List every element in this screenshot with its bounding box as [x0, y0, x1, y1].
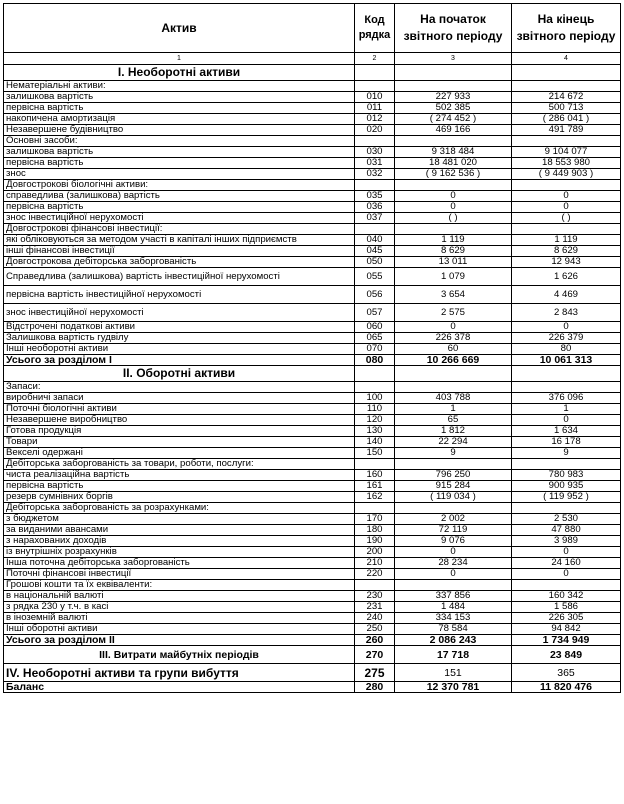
value-end: 0: [512, 191, 621, 202]
value-start: 78 584: [395, 624, 512, 635]
value-start: 8 629: [395, 246, 512, 257]
row-code: 200: [355, 547, 395, 558]
row-label: Поточні фінансові інвестиції: [4, 569, 355, 580]
value-end: 1: [512, 404, 621, 415]
value-start: 12 370 781: [395, 682, 512, 693]
value-end: [512, 503, 621, 514]
row-code: 032: [355, 169, 395, 180]
value-start: ( 119 034 ): [395, 492, 512, 503]
row-label: знос інвестиційної нерухомості: [4, 213, 355, 224]
table-row: [4, 591, 621, 602]
row-label: Інша поточна дебіторська заборгованість: [4, 558, 355, 569]
value-start: 0: [395, 547, 512, 558]
row-code: 050: [355, 257, 395, 268]
row-label: Довгострокова дебіторська заборгованість: [4, 257, 355, 268]
value-end: 500 713: [512, 103, 621, 114]
table-row: [4, 481, 621, 492]
row-code: 250: [355, 624, 395, 635]
value-start: [395, 81, 512, 92]
table-row: [4, 624, 621, 635]
row-code: [355, 459, 395, 470]
value-end: 1 119: [512, 235, 621, 246]
row-label: Грошові кошти та їх еквіваленти:: [4, 580, 355, 591]
row-label: Запаси:: [4, 382, 355, 393]
table-row: [4, 304, 621, 322]
row-code: [355, 580, 395, 591]
row-label: Баланс: [4, 682, 355, 693]
value-start: 65: [395, 415, 512, 426]
value-end: [512, 180, 621, 191]
value-start: 151: [395, 664, 512, 682]
table-row: [4, 158, 621, 169]
table-row: [4, 404, 621, 415]
table-row: [4, 344, 621, 355]
row-code: 070: [355, 344, 395, 355]
row-code: [355, 180, 395, 191]
value-start: 469 166: [395, 125, 512, 136]
value-end: 12 943: [512, 257, 621, 268]
table-row: [4, 333, 621, 344]
value-end: [512, 224, 621, 235]
row-label: з рядка 230 у т.ч. в касі: [4, 602, 355, 613]
row-code: [355, 382, 395, 393]
row-label: Усього за розділом І: [4, 355, 355, 366]
value-end: 2 843: [512, 304, 621, 322]
row-code: 011: [355, 103, 395, 114]
header-end: На кінець звітного періоду: [512, 4, 621, 53]
value-start: [395, 136, 512, 147]
value-end: [512, 81, 621, 92]
header-row: [4, 4, 621, 53]
row-code: 020: [355, 125, 395, 136]
row-label: за виданими авансами: [4, 525, 355, 536]
value-start: 9: [395, 448, 512, 459]
value-start: ( 9 162 536 ): [395, 169, 512, 180]
value-end: [512, 459, 621, 470]
value-end: 376 096: [512, 393, 621, 404]
empty-cell: [512, 366, 621, 382]
header-asset: Актив: [4, 4, 355, 53]
row-label: Векселі одержані: [4, 448, 355, 459]
empty-cell: [355, 366, 395, 382]
row-code: 130: [355, 426, 395, 437]
row-code: 150: [355, 448, 395, 459]
value-end: 0: [512, 569, 621, 580]
value-end: 491 789: [512, 125, 621, 136]
value-start: 0: [395, 322, 512, 333]
table-row: [4, 355, 621, 366]
row-label: III. Витрати майбутніх періодів: [4, 646, 355, 664]
value-end: 4 469: [512, 286, 621, 304]
row-code: 161: [355, 481, 395, 492]
value-end: ( 119 952 ): [512, 492, 621, 503]
table-row: [4, 569, 621, 580]
row-label: з бюджетом: [4, 514, 355, 525]
row-label: первісна вартість інвестиційної нерухомості: [4, 286, 355, 304]
value-end: 94 842: [512, 624, 621, 635]
row-label: знос: [4, 169, 355, 180]
table-row: [4, 382, 621, 393]
table-row: [4, 470, 621, 481]
row-code: 065: [355, 333, 395, 344]
empty-cell: [395, 65, 512, 81]
row-label: Незавершене виробництво: [4, 415, 355, 426]
table-row: [4, 235, 621, 246]
empty-cell: [355, 65, 395, 81]
value-start: 1 812: [395, 426, 512, 437]
section-title: І. Необоротні активи: [4, 65, 355, 81]
empty-cell: [395, 366, 512, 382]
row-label: Інші оборотні активи: [4, 624, 355, 635]
row-code: 270: [355, 646, 395, 664]
value-end: [512, 382, 621, 393]
table-row: [4, 646, 621, 664]
table-row: [4, 213, 621, 224]
row-label: виробничі запаси: [4, 393, 355, 404]
value-start: 0: [395, 191, 512, 202]
value-start: 403 788: [395, 393, 512, 404]
row-label: чиста реалізаційна вартість: [4, 470, 355, 481]
value-end: 11 820 476: [512, 682, 621, 693]
value-start: 9 318 484: [395, 147, 512, 158]
row-label: Справедлива (залишкова) вартість інвестиційної нерухомості: [4, 268, 355, 286]
row-code: 060: [355, 322, 395, 333]
row-label: інші фінансові інвестиції: [4, 246, 355, 257]
row-code: 100: [355, 393, 395, 404]
value-end: 9: [512, 448, 621, 459]
value-start: 337 856: [395, 591, 512, 602]
table-row: [4, 525, 621, 536]
row-label: із внутрішніх розрахунків: [4, 547, 355, 558]
section-title: II. Оборотні активи: [4, 366, 355, 382]
value-start: 22 294: [395, 437, 512, 448]
row-label: які обліковуються за методом участі в капіталі інших підприємств: [4, 235, 355, 246]
row-code: 055: [355, 268, 395, 286]
row-code: 110: [355, 404, 395, 415]
row-label: первісна вартість: [4, 158, 355, 169]
row-label: Нематеріальні активи:: [4, 81, 355, 92]
row-code: 180: [355, 525, 395, 536]
value-start: 72 119: [395, 525, 512, 536]
section-header: [4, 366, 621, 382]
table-row: [4, 602, 621, 613]
value-start: [395, 180, 512, 191]
row-code: 036: [355, 202, 395, 213]
table-row: [4, 426, 621, 437]
value-start: 13 011: [395, 257, 512, 268]
value-start: 2 002: [395, 514, 512, 525]
table-row: [4, 664, 621, 682]
row-label: первісна вартість: [4, 202, 355, 213]
row-label: Незавершене будівництво: [4, 125, 355, 136]
row-label: Товари: [4, 437, 355, 448]
table-row: [4, 136, 621, 147]
row-label: Основні засоби:: [4, 136, 355, 147]
value-end: 18 553 980: [512, 158, 621, 169]
value-end: 900 935: [512, 481, 621, 492]
value-end: 80: [512, 344, 621, 355]
table-row: [4, 415, 621, 426]
value-end: [512, 580, 621, 591]
value-start: ( 274 452 ): [395, 114, 512, 125]
value-start: 0: [395, 202, 512, 213]
table-row: [4, 536, 621, 547]
value-start: 1 079: [395, 268, 512, 286]
table-row: [4, 125, 621, 136]
table-row: [4, 268, 621, 286]
value-end: 0: [512, 322, 621, 333]
value-start: [395, 382, 512, 393]
row-code: 240: [355, 613, 395, 624]
row-code: 010: [355, 92, 395, 103]
value-start: 2 575: [395, 304, 512, 322]
header-code: Код рядка: [355, 4, 395, 53]
balance-table: [3, 3, 621, 693]
row-label: Усього за розділом ІІ: [4, 635, 355, 646]
table-row: [4, 503, 621, 514]
row-label: справедлива (залишкова) вартість: [4, 191, 355, 202]
row-code: 260: [355, 635, 395, 646]
table-body: [4, 65, 621, 693]
row-code: 031: [355, 158, 395, 169]
row-label: в національній валюті: [4, 591, 355, 602]
value-end: [512, 136, 621, 147]
table-row: [4, 682, 621, 693]
value-end: ( ): [512, 213, 621, 224]
value-end: 780 983: [512, 470, 621, 481]
value-start: 1: [395, 404, 512, 415]
value-start: 0: [395, 569, 512, 580]
table-row: [4, 103, 621, 114]
value-start: 10 266 669: [395, 355, 512, 366]
value-start: 9 076: [395, 536, 512, 547]
row-label: залишкова вартість: [4, 92, 355, 103]
value-end: 1 734 949: [512, 635, 621, 646]
table-row: [4, 459, 621, 470]
column-number: 2: [355, 53, 395, 65]
table-row: [4, 547, 621, 558]
value-end: 0: [512, 202, 621, 213]
section-header: [4, 65, 621, 81]
table-row: [4, 202, 621, 213]
row-code: 056: [355, 286, 395, 304]
value-end: 1 586: [512, 602, 621, 613]
row-label: Дебіторська заборгованість за товари, роботи, послуги:: [4, 459, 355, 470]
value-start: [395, 503, 512, 514]
row-label: з нарахованих доходів: [4, 536, 355, 547]
table-row: [4, 580, 621, 591]
row-code: 275: [355, 664, 395, 682]
table-row: [4, 393, 621, 404]
value-start: 3 654: [395, 286, 512, 304]
row-code: 160: [355, 470, 395, 481]
row-label: Дебіторська заборгованість за розрахунками:: [4, 503, 355, 514]
value-end: 160 342: [512, 591, 621, 602]
column-numbers-row: [4, 53, 621, 65]
column-number: 3: [395, 53, 512, 65]
row-code: 012: [355, 114, 395, 125]
value-end: ( 286 041 ): [512, 114, 621, 125]
row-label: Інші необоротні активи: [4, 344, 355, 355]
value-end: 8 629: [512, 246, 621, 257]
value-end: 226 305: [512, 613, 621, 624]
table-row: [4, 322, 621, 333]
row-label: резерв сумнівних боргів: [4, 492, 355, 503]
table-row: [4, 180, 621, 191]
row-code: 120: [355, 415, 395, 426]
table-row: [4, 114, 621, 125]
value-start: 502 385: [395, 103, 512, 114]
table-row: [4, 169, 621, 180]
empty-cell: [512, 65, 621, 81]
table-row: [4, 92, 621, 103]
table-row: [4, 492, 621, 503]
value-end: 9 104 077: [512, 147, 621, 158]
row-code: 170: [355, 514, 395, 525]
row-code: 140: [355, 437, 395, 448]
table-row: [4, 448, 621, 459]
row-label: Залишкова вартість гудвілу: [4, 333, 355, 344]
value-start: 2 086 243: [395, 635, 512, 646]
value-end: 3 989: [512, 536, 621, 547]
value-end: 2 530: [512, 514, 621, 525]
row-code: 037: [355, 213, 395, 224]
row-code: 220: [355, 569, 395, 580]
column-number: 4: [512, 53, 621, 65]
table-row: [4, 224, 621, 235]
row-label: накопичена амортизація: [4, 114, 355, 125]
row-code: 190: [355, 536, 395, 547]
value-start: 915 284: [395, 481, 512, 492]
row-code: 030: [355, 147, 395, 158]
row-code: 035: [355, 191, 395, 202]
row-label: Відстрочені податкові активи: [4, 322, 355, 333]
value-start: [395, 224, 512, 235]
table-row: [4, 613, 621, 624]
row-label: первісна вартість: [4, 481, 355, 492]
value-end: 10 061 313: [512, 355, 621, 366]
value-start: 1 119: [395, 235, 512, 246]
row-code: 230: [355, 591, 395, 602]
table-row: [4, 286, 621, 304]
value-start: 226 378: [395, 333, 512, 344]
table-row: [4, 437, 621, 448]
value-end: 47 880: [512, 525, 621, 536]
row-code: 231: [355, 602, 395, 613]
value-end: 214 672: [512, 92, 621, 103]
row-code: 045: [355, 246, 395, 257]
table-row: [4, 246, 621, 257]
value-end: 1 634: [512, 426, 621, 437]
row-code: 162: [355, 492, 395, 503]
value-start: [395, 580, 512, 591]
table-row: [4, 81, 621, 92]
value-start: 1 484: [395, 602, 512, 613]
table-row: [4, 257, 621, 268]
row-code: 057: [355, 304, 395, 322]
row-code: 080: [355, 355, 395, 366]
row-label: в іноземній валюті: [4, 613, 355, 624]
row-label: знос інвестиційної нерухомості: [4, 304, 355, 322]
table-row: [4, 635, 621, 646]
value-end: 16 178: [512, 437, 621, 448]
table-row: [4, 147, 621, 158]
row-code: 040: [355, 235, 395, 246]
row-code: 210: [355, 558, 395, 569]
table-row: [4, 191, 621, 202]
value-end: 23 849: [512, 646, 621, 664]
row-code: [355, 224, 395, 235]
value-end: 1 626: [512, 268, 621, 286]
value-end: ( 9 449 903 ): [512, 169, 621, 180]
row-label: Готова продукція: [4, 426, 355, 437]
value-start: 796 250: [395, 470, 512, 481]
row-code: [355, 503, 395, 514]
value-end: 365: [512, 664, 621, 682]
row-label: Поточні біологічні активи: [4, 404, 355, 415]
value-end: 24 160: [512, 558, 621, 569]
value-end: 0: [512, 547, 621, 558]
value-end: 0: [512, 415, 621, 426]
row-code: 280: [355, 682, 395, 693]
row-label: первісна вартість: [4, 103, 355, 114]
value-start: [395, 459, 512, 470]
value-start: 227 933: [395, 92, 512, 103]
header-start: На початок звітного періоду: [395, 4, 512, 53]
row-code: [355, 81, 395, 92]
row-code: [355, 136, 395, 147]
value-start: 28 234: [395, 558, 512, 569]
value-start: 17 718: [395, 646, 512, 664]
value-start: 18 481 020: [395, 158, 512, 169]
row-label: IV. Необоротні активи та групи вибуття: [4, 664, 355, 682]
value-start: ( ): [395, 213, 512, 224]
value-start: 60: [395, 344, 512, 355]
value-end: 226 379: [512, 333, 621, 344]
table-row: [4, 514, 621, 525]
row-label: Довгострокові біологічні активи:: [4, 180, 355, 191]
value-start: 334 153: [395, 613, 512, 624]
row-label: Довгострокові фінансові інвестиції:: [4, 224, 355, 235]
row-label: залишкова вартість: [4, 147, 355, 158]
column-number: 1: [4, 53, 355, 65]
table-row: [4, 558, 621, 569]
